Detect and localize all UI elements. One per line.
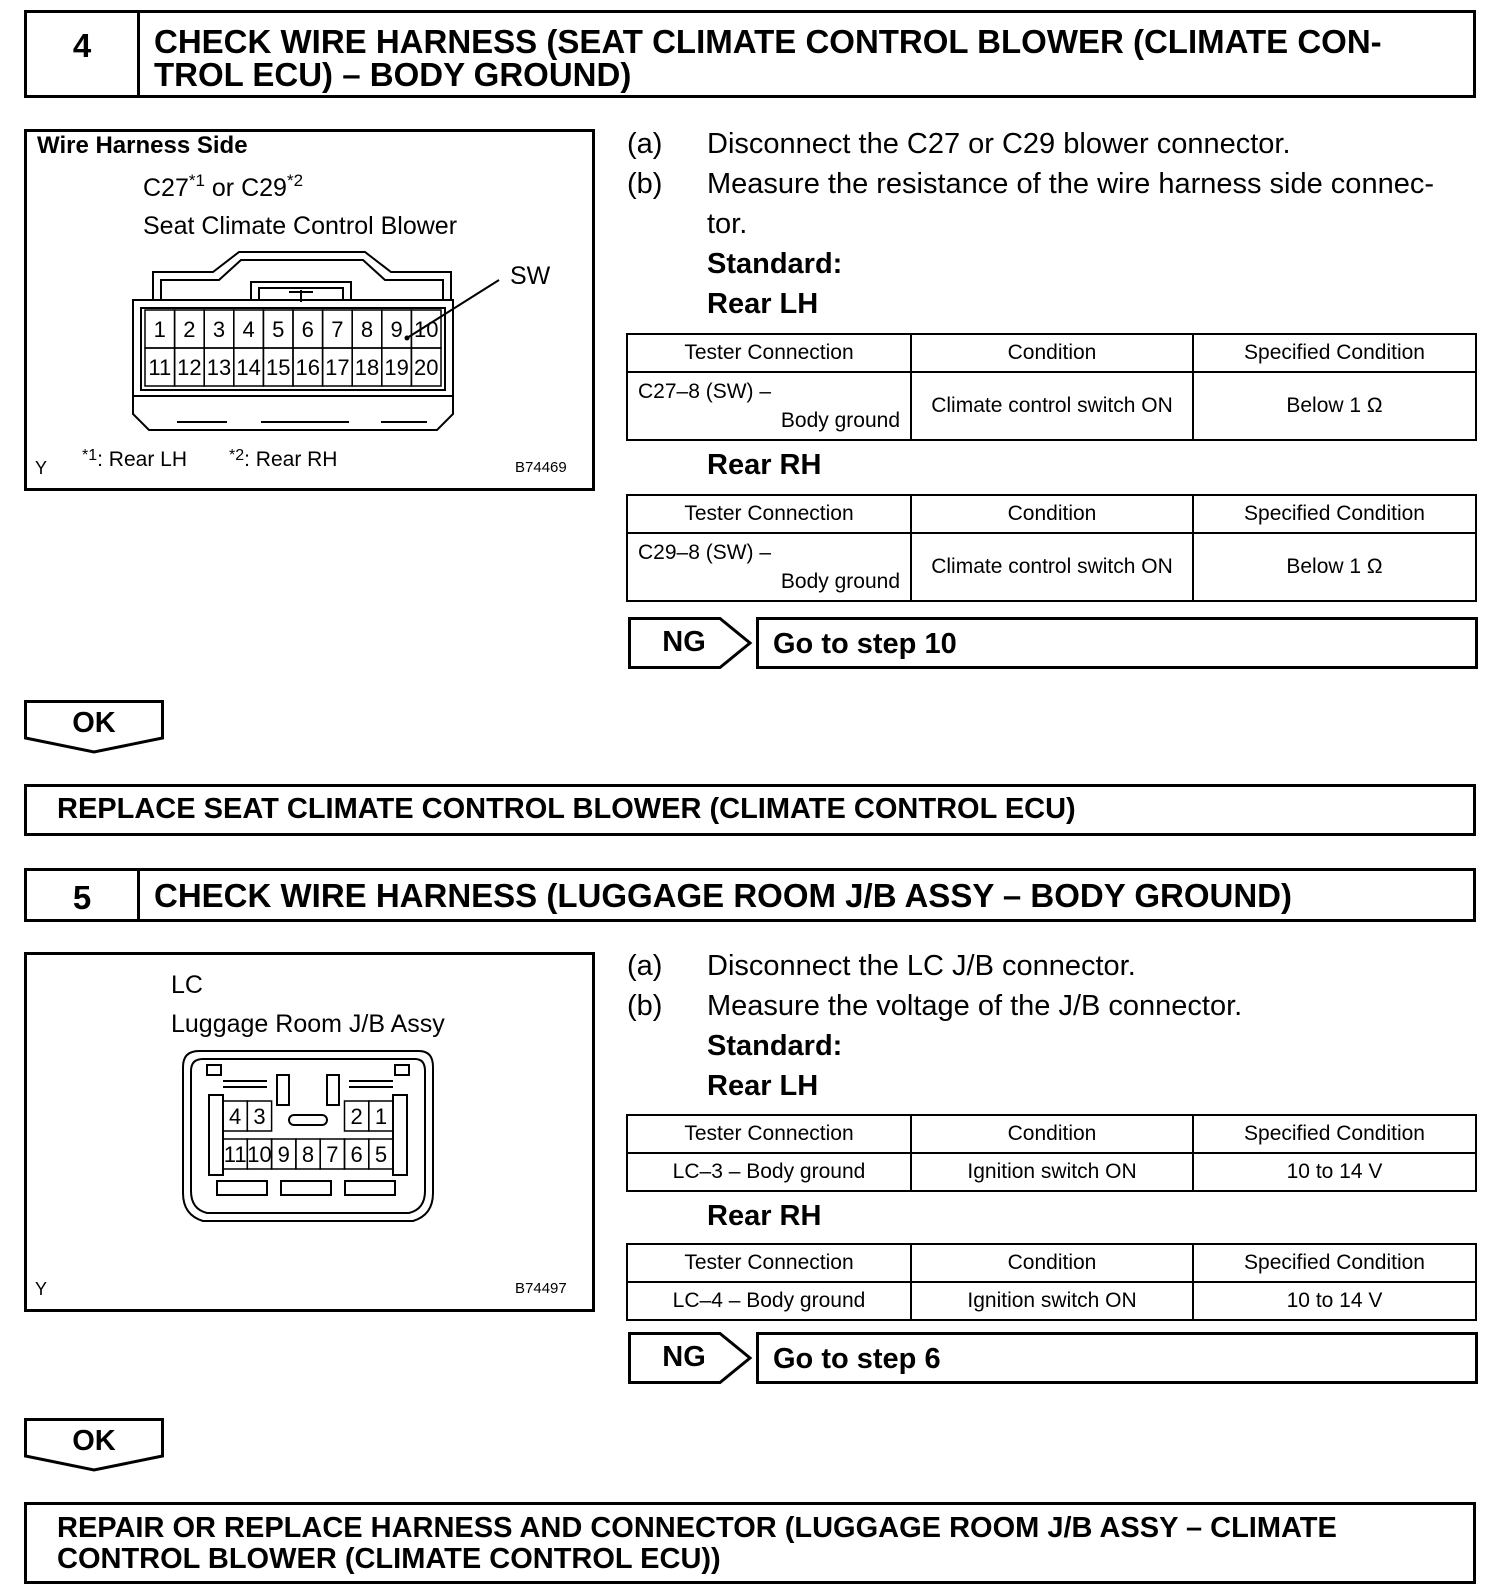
standard-label: Standard: bbox=[707, 1030, 843, 1062]
step-5-instructions bbox=[627, 946, 1477, 1106]
figure-id: B74469 bbox=[515, 459, 567, 476]
header-cell: Condition bbox=[911, 1115, 1193, 1153]
footnote-rear-rh: $^{*2}$: Rear RH bbox=[229, 447, 338, 471]
connector-figure-lc bbox=[24, 952, 595, 1312]
instruction-text: Disconnect the LC J/B connector. bbox=[707, 950, 1136, 982]
tester-connection-cell: LC–4 – Body ground bbox=[627, 1282, 911, 1320]
figure-id: B74497 bbox=[515, 1280, 567, 1297]
pin-number: 8 bbox=[301, 1142, 315, 1167]
header-cell: Condition bbox=[911, 1244, 1193, 1282]
rear-rh-label: Rear RH bbox=[707, 449, 822, 481]
instruction-text: Measure the voltage of the J/B connector. bbox=[707, 990, 1243, 1022]
ok-action-box: REPLACE SEAT CLIMATE CONTROL BLOWER (CLIMATE CONTROL ECU) bbox=[24, 784, 1476, 836]
header-cell: Condition bbox=[911, 495, 1193, 533]
pin-number: 9 bbox=[390, 317, 403, 342]
corner-code: Y bbox=[35, 458, 48, 478]
step-title-line: TROL ECU) – BODY GROUND) bbox=[154, 56, 632, 93]
corner-code: Y bbox=[35, 1279, 48, 1299]
condition-cell: Ignition switch ON bbox=[911, 1153, 1193, 1191]
pin-number: 12 bbox=[177, 355, 202, 380]
ng-branch-step-4 bbox=[628, 617, 1478, 669]
instruction-a bbox=[627, 946, 1477, 986]
pin-number: 19 bbox=[384, 355, 409, 380]
specified-condition-cell: 10 to 14 V bbox=[1193, 1282, 1476, 1320]
table-row bbox=[627, 1282, 1476, 1320]
pin-number: 20 bbox=[413, 355, 439, 380]
instruction-text: Measure the resistance of the wire harness side connec- tor. bbox=[707, 168, 1434, 240]
connector-name-line: C27$^{*1}$ or C29$^{*2}$ bbox=[143, 171, 304, 202]
pin-number: 3 bbox=[212, 317, 226, 342]
spec-table-rear-lh bbox=[626, 1114, 1477, 1192]
pin-number: 10 bbox=[413, 317, 439, 342]
ok-action-line: REPAIR OR REPLACE HARNESS AND CONNECTOR (LUGGAGE ROOM J/B ASSY – CLIMATE bbox=[57, 1512, 1337, 1544]
condition-cell: Ignition switch ON bbox=[911, 1282, 1193, 1320]
ok-label: OK bbox=[72, 1425, 116, 1457]
pin-number: 5 bbox=[272, 317, 285, 342]
spec-table-rear-rh bbox=[626, 1243, 1477, 1321]
pin-grid bbox=[145, 310, 441, 386]
header-cell: Tester Connection bbox=[627, 495, 911, 533]
pin-number: 11 bbox=[148, 355, 172, 380]
ng-action-box: Go to step 10 bbox=[756, 617, 1478, 669]
pin-number: 17 bbox=[325, 355, 350, 380]
rear-lh-label: Rear LH bbox=[707, 1070, 819, 1102]
step-title bbox=[140, 13, 1473, 95]
pin-number: 1 bbox=[153, 317, 166, 342]
spec-table-rear-rh bbox=[626, 494, 1477, 602]
header-cell: Specified Condition bbox=[1193, 1244, 1476, 1282]
pin-number: 1 bbox=[374, 1104, 388, 1129]
ok-branch-step-5 bbox=[24, 1418, 164, 1474]
step-4-header bbox=[24, 10, 1476, 98]
step-number: 5 bbox=[27, 871, 140, 919]
step-title: CHECK WIRE HARNESS (LUGGAGE ROOM J/B ASSY – BODY GROUND) bbox=[154, 877, 1293, 914]
table-header-row bbox=[627, 1244, 1476, 1282]
table-row bbox=[627, 372, 1476, 440]
header-cell: Specified Condition bbox=[1193, 334, 1476, 372]
instruction-label: (b) bbox=[627, 168, 663, 200]
ng-branch-step-5 bbox=[628, 1332, 1478, 1384]
condition-cell: Climate control switch ON bbox=[911, 372, 1193, 440]
pin-number: 3 bbox=[253, 1104, 266, 1129]
pin-number: 10 bbox=[247, 1142, 272, 1167]
component-name: Seat Climate Control Blower bbox=[143, 212, 458, 240]
pin-number: 5 bbox=[374, 1142, 388, 1167]
step-5-header bbox=[24, 868, 1476, 922]
step-title-line: CHECK WIRE HARNESS (SEAT CLIMATE CONTROL BLOWER (CLIMATE CON- bbox=[154, 23, 1382, 60]
step-4-instructions bbox=[627, 124, 1477, 324]
pin-number: 7 bbox=[331, 317, 344, 342]
specified-condition-cell: 10 to 14 V bbox=[1193, 1153, 1476, 1191]
connector-figure-c27-c29 bbox=[24, 129, 595, 491]
pin-number: 16 bbox=[295, 355, 321, 380]
footnote-rear-lh: $^{*1}$: Rear LH bbox=[82, 447, 187, 471]
ng-label: NG bbox=[662, 1341, 706, 1373]
instruction-label: (a) bbox=[627, 950, 663, 982]
instruction-label: (a) bbox=[627, 128, 663, 160]
pin-grid bbox=[223, 1101, 393, 1169]
ng-action-box: Go to step 6 bbox=[756, 1332, 1478, 1384]
figure-heading: Wire Harness Side bbox=[37, 132, 248, 159]
header-cell: Condition bbox=[911, 334, 1193, 372]
connector-lc-drawing bbox=[183, 1051, 433, 1221]
pin-number: 14 bbox=[236, 355, 261, 380]
ok-action-box bbox=[24, 1502, 1476, 1584]
header-cell: Specified Condition bbox=[1193, 1115, 1476, 1153]
header-cell: Tester Connection bbox=[627, 334, 911, 372]
table-header-row bbox=[627, 334, 1476, 372]
ng-label: NG bbox=[662, 626, 706, 658]
rear-lh-label: Rear LH bbox=[707, 288, 819, 320]
step-number: 4 bbox=[27, 13, 140, 95]
condition-cell: Climate control switch ON bbox=[911, 533, 1193, 601]
tester-connection-cell: LC–3 – Body ground bbox=[627, 1153, 911, 1191]
pin-number: 9 bbox=[277, 1142, 290, 1167]
component-name: Luggage Room J/B Assy bbox=[171, 1010, 445, 1038]
instruction-b bbox=[627, 986, 1477, 1026]
pin-number: 4 bbox=[229, 1104, 242, 1129]
tester-connection-cell: C29–8 (SW) – Body ground bbox=[627, 533, 911, 601]
connector-name: LC bbox=[171, 971, 203, 999]
pin-number: 18 bbox=[354, 355, 380, 380]
pin-number: 2 bbox=[183, 317, 196, 342]
table-row bbox=[627, 533, 1476, 601]
pin-number: 7 bbox=[326, 1142, 339, 1167]
table-header-row bbox=[627, 1115, 1476, 1153]
sw-leader-dot bbox=[405, 336, 410, 341]
pin-number: 2 bbox=[350, 1104, 363, 1129]
pin-number: 6 bbox=[301, 317, 314, 342]
standard-label: Standard: bbox=[707, 248, 843, 280]
sw-label: SW bbox=[510, 262, 551, 290]
pin-number: 11 bbox=[223, 1142, 247, 1167]
instruction-a bbox=[627, 124, 1477, 164]
tester-connection-cell: C27–8 (SW) – Body ground bbox=[627, 372, 911, 440]
pin-number: 6 bbox=[350, 1142, 363, 1167]
pin-number: 8 bbox=[360, 317, 374, 342]
rear-rh-label: Rear RH bbox=[707, 1200, 822, 1232]
instruction-b bbox=[627, 164, 1477, 244]
pin-number: 4 bbox=[242, 317, 255, 342]
instruction-text: Disconnect the C27 or C29 blower connector. bbox=[707, 128, 1291, 160]
spec-table-rear-lh bbox=[626, 333, 1477, 441]
header-cell: Tester Connection bbox=[627, 1115, 911, 1153]
specified-condition-cell: Below 1 Ω bbox=[1193, 372, 1476, 440]
pin-number: 15 bbox=[265, 355, 291, 380]
header-cell: Tester Connection bbox=[627, 1244, 911, 1282]
ok-action-line: CONTROL BLOWER (CLIMATE CONTROL ECU)) bbox=[57, 1543, 721, 1575]
header-cell: Specified Condition bbox=[1193, 495, 1476, 533]
instruction-label: (b) bbox=[627, 990, 663, 1022]
specified-condition-cell: Below 1 Ω bbox=[1193, 533, 1476, 601]
table-row bbox=[627, 1153, 1476, 1191]
table-header-row bbox=[627, 495, 1476, 533]
ok-branch-step-4 bbox=[24, 700, 164, 756]
ok-label: OK bbox=[72, 707, 116, 739]
pin-number: 13 bbox=[206, 355, 232, 380]
